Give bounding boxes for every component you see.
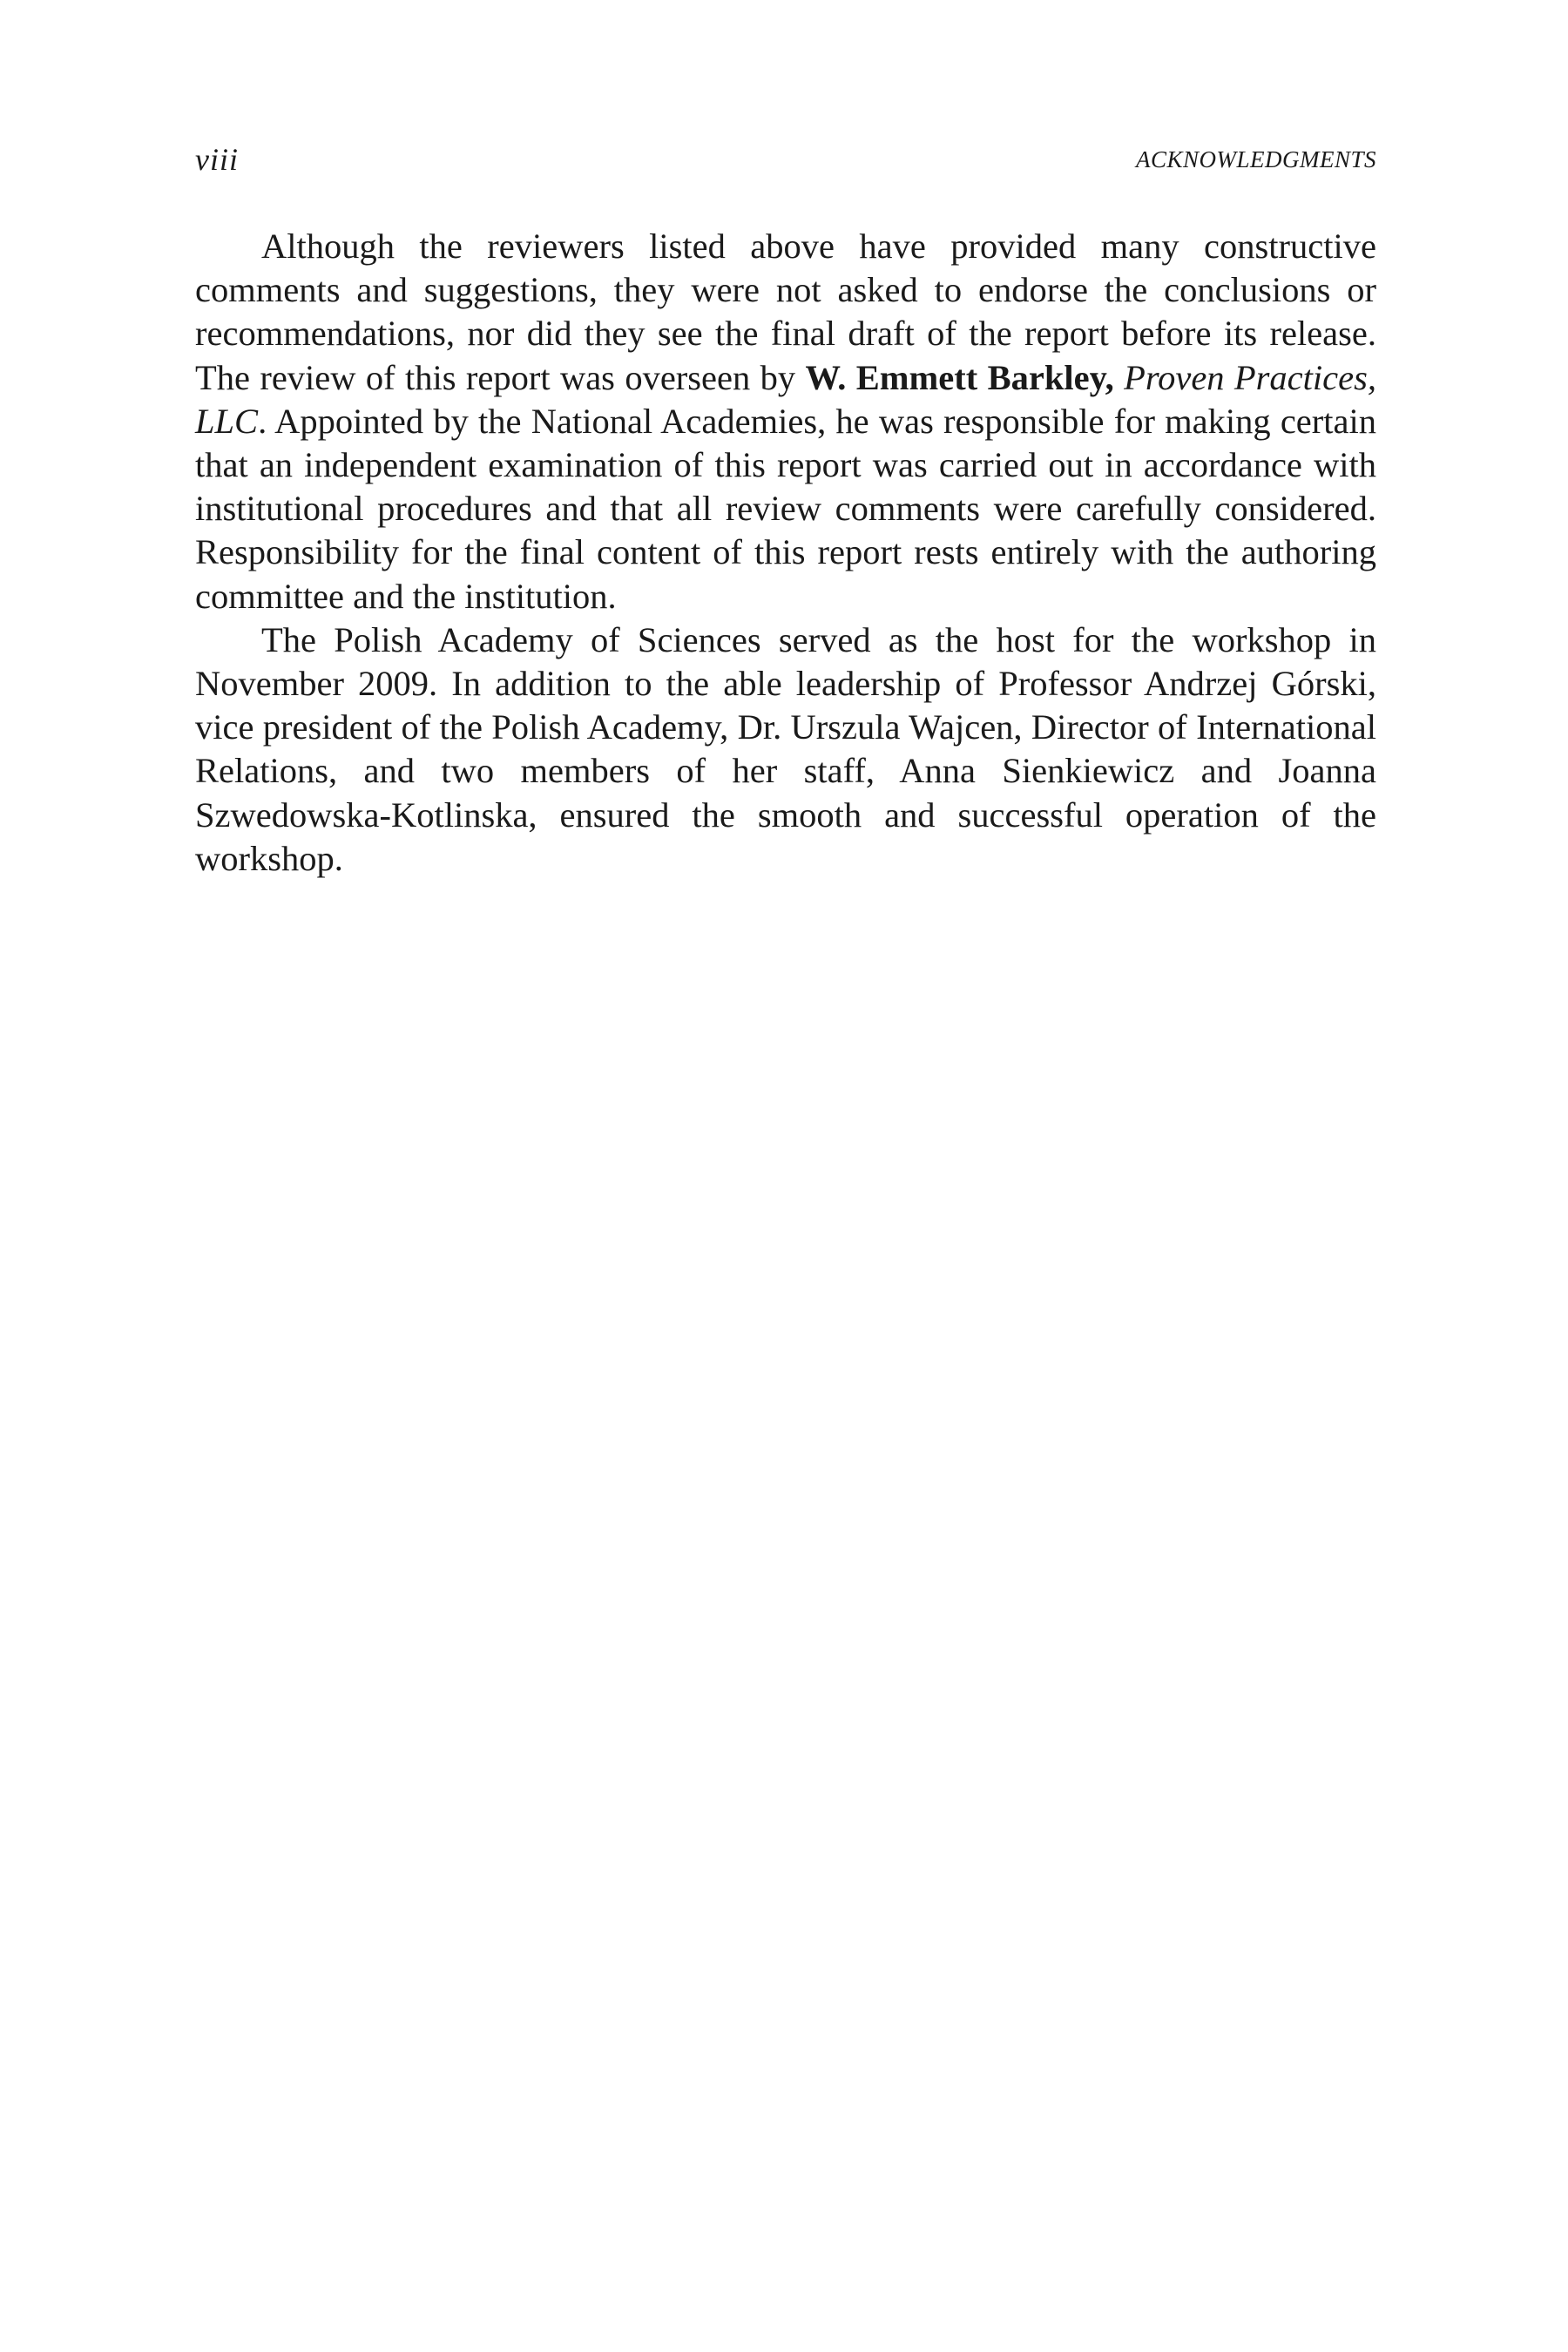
paragraph-review-oversight <box>195 225 1376 618</box>
page-number: viii <box>195 142 239 177</box>
reviewer-name: W. Emmett Barkley, <box>805 357 1114 397</box>
running-header <box>195 141 1376 176</box>
paragraph-workshop-host: The Polish Academy of Sciences served as the host for the workshop in November 2009. In addition to the able leadership of Professor Andrzej Górski, vice president of the Polish Academy, Dr. Urszula Wajcen, Director of International Relations, and two members of her staff, Anna Sienkiewicz and Joanna Szwedowska-Kotlinska, ensured the smooth and successful operation of the workshop. <box>195 619 1376 878</box>
body-text <box>195 225 1376 881</box>
running-section-title: ACKNOWLEDGMENTS <box>1135 146 1376 172</box>
paragraph-intro-text: Although the reviewers listed above have provided many constructive comments and suggestions, they were not asked to endorse the conclusions or recommendations, nor did they see the final draft of the report before its release. The review of this report was overseen by <box>195 226 1376 397</box>
paragraph-rest-text: . Appointed by the National Academies, he was responsible for making certain that an independent examination of this report was carried out in accordance with institutional procedures and that all review comments were carefully considered. Responsibility for the final content of this report rests entirely with the authoring committee and the institution. <box>195 401 1376 616</box>
reviewer-affiliation: Proven Practices, LLC <box>195 357 1376 441</box>
